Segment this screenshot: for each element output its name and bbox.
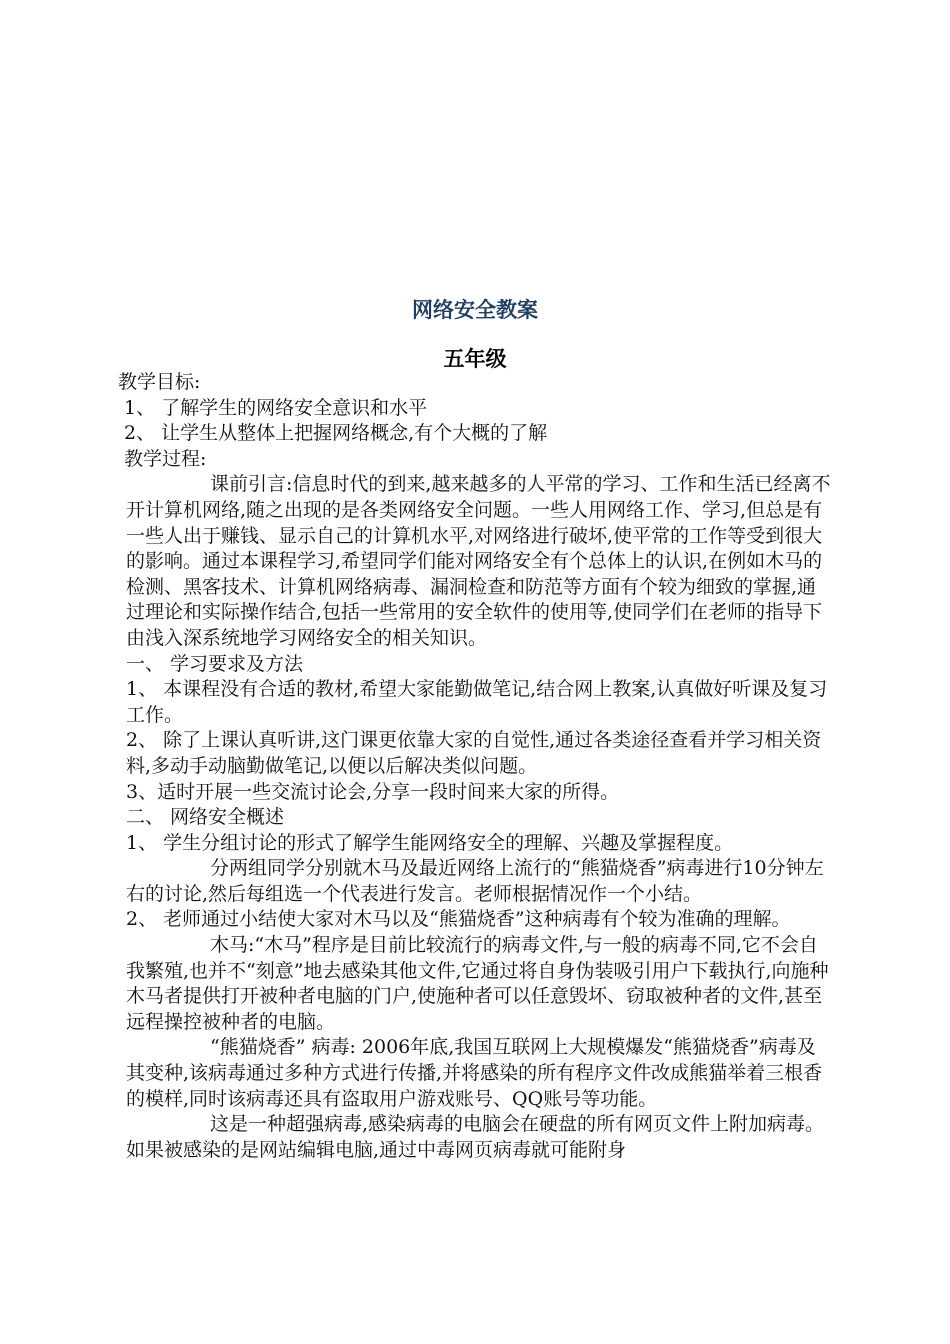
document-title: 网络安全教案 xyxy=(412,297,538,322)
virus-detail-paragraph: 这是一种超强病毒,感染病毒的电脑会在硬盘的所有网页文件上附加病毒。如果被感染的是网站编辑电脑,通过中毒网页病毒就可能附身 xyxy=(126,1113,825,1161)
panda-virus-paragraph: “熊猫烧香” 病毒: 2006年底,我国互联网上大规模爆发“熊猫烧香”病毒及其变种,该病毒通过多种方式进行传播,并将感染的所有程序文件改成熊猫举着三根香的模样,同时该病毒还具有盗取用户游戏账号、QQ账号等功能。 xyxy=(126,1036,823,1110)
trojan-paragraph: 木马:“木马”程序是目前比较流行的病毒文件,与一般的病毒不同,它不会自我繁殖,也并不“刻意”地去感染其他文件,它通过将自身伪装吸引用户下载执行,向施种木马者提供打开被种者电脑的门户,使施种者可以任意毁坏、窃取被种者的文件,甚至远程操控被种者的电脑。 xyxy=(126,934,829,1033)
objective-item-2: 2、 让学生从整体上把握网络概念,有个大概的了解 xyxy=(124,422,548,445)
section-2-heading: 二、 网络安全概述 xyxy=(126,806,285,829)
intro-paragraph: 课前引言:信息时代的到来,越来越多的人平常的学习、工作和生活已经离不开计算机网络,随之出现的是各类网络安全问题。一些人用网络工作、学习,但总是有一些人出于赚钱、显示自己的计算机水平,对网络进行破坏,使平常的工作等受到很大的影响。通过本课程学习,希望同学们能对网络安全有个总体上的认识,在例如木马的检测、黑客技术、计算机网络病毒、漏洞检查和防范等方面有个较为细致的掌握,通过理论和实际操作结合,包括一些常用的安全软件的使用等,使同学们在老师的指导下由浅入深系统地学习网络安全的相关知识。 xyxy=(126,473,831,649)
process-heading: 教学过程: xyxy=(124,447,207,470)
discussion-paragraph: 分两组同学分别就木马及最近网络上流行的“熊猫烧香”病毒进行10分钟左右的讨论,然后每组选一个代表进行发言。老师根据情况作一个小结。 xyxy=(126,857,824,905)
overview-item-1: 1、 学生分组讨论的形式了解学生能网络安全的理解、兴趣及掌握程度。 xyxy=(126,831,734,854)
requirement-item-3: 3、适时开展一些交流讨论会,分享一段时间来大家的所得。 xyxy=(126,780,620,803)
overview-item-2: 2、 老师通过小结使大家对木马以及“熊猫烧香”这种病毒有个较为准确的理解。 xyxy=(126,908,791,931)
objective-item-1: 1、 了解学生的网络安全意识和水平 xyxy=(124,396,428,419)
document-body xyxy=(118,370,834,1163)
requirement-item-1: 1、 本课程没有合适的教材,希望大家能勤做笔记,结合网上教案,认真做好听课及复习工作。 xyxy=(126,678,828,726)
section-1-heading: 一、 学习要求及方法 xyxy=(126,652,304,675)
grade-heading: 五年级 xyxy=(443,346,507,371)
requirement-item-2: 2、 除了上课认真听讲,这门课更依靠大家的自觉性,通过各类途径查看并学习相关资料,多动手动脑勤做笔记,以便以后解决类似问题。 xyxy=(126,729,822,777)
objectives-heading: 教学目标: xyxy=(118,371,201,393)
